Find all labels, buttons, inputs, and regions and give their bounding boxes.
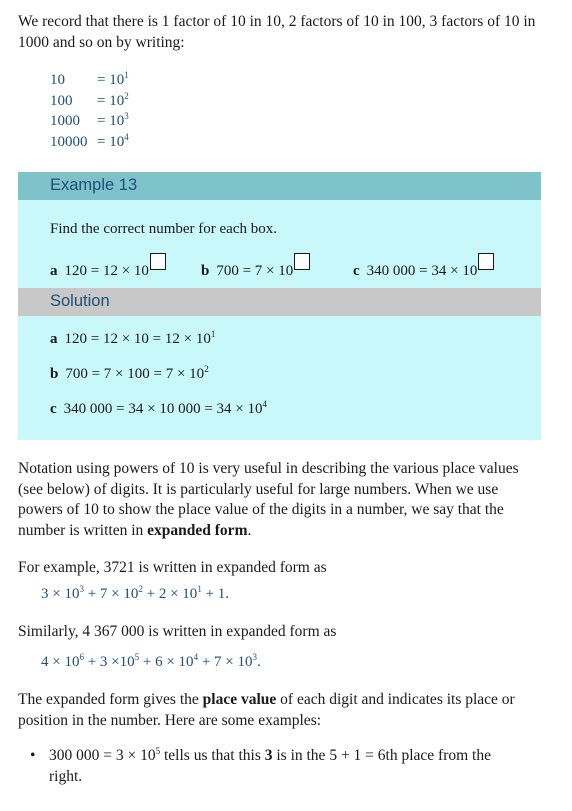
answer-box — [478, 253, 494, 270]
power-value: 1000 — [50, 113, 80, 129]
example1-expression: $3 \times 10^3 + 7 \times 10^2 + 2 \times 10^1 + 1$. — [41, 584, 230, 602]
example-body — [18, 200, 541, 288]
answer-box — [294, 253, 310, 270]
answer-box — [150, 253, 166, 270]
place-value-paragraph: The expanded form gives the place value of each digit and indicates its place or position in the number. Here are some examples: — [18, 691, 515, 729]
example-prompt: Find the correct number for each box. — [50, 221, 277, 237]
solution-item-a: a $120 = 12 \times 10 = 12 \times 10^1$ — [50, 329, 216, 347]
power-expression: = $10^1$ — [97, 70, 129, 88]
example2-expression: $4 \times 10^6 + 3 \times 10^5 + 6 \times 10^4 + 7 \times 10^3$. — [41, 652, 261, 670]
intro-paragraph — [18, 12, 538, 53]
power-value: 100 — [50, 92, 73, 109]
power-expression: = $10^3$ — [97, 111, 129, 129]
solution-header — [18, 288, 541, 316]
example2-text: Similarly, 4 367 000 is written in expanded form as — [18, 623, 337, 640]
power-expression: = $10^2$ — [97, 90, 129, 109]
example-item-c: c 340 000 = 34 × 10 — [353, 258, 494, 280]
powers-of-ten-list — [50, 70, 129, 152]
example-header — [18, 172, 541, 200]
powers-row — [50, 132, 129, 153]
solution-item-c: c 340 000 = 34 × 10 $000 = 34 \times 10^4$ — [50, 399, 268, 417]
powers-row — [50, 91, 129, 112]
example-item-b: b 700 = 7 × 10 — [201, 258, 310, 280]
list-item-text: 300 $000 = 3 \times 10^5$ tells us that this 3 is in the 5 + 1 = 6th place from the right. — [49, 746, 491, 785]
powers-row — [50, 111, 129, 132]
power-value: 10000 — [50, 133, 88, 150]
place-value-term: place value — [202, 691, 277, 708]
powers-row — [50, 70, 129, 91]
expanded-form-term: expanded form — [147, 521, 248, 539]
example-item-a: a 120 = 12 × 10 — [50, 258, 166, 280]
bullet-icon: • — [30, 747, 36, 764]
example-title: Example 13 — [50, 176, 138, 194]
solution-title: Solution — [50, 292, 110, 310]
solution-body — [18, 316, 541, 440]
power-expression: = $10^4$ — [97, 131, 129, 150]
power-value: 10 — [50, 72, 65, 88]
intro-text: We record that there is 1 factor of 10 in 10, 2 factors of 10 in 100, 3 factors of 10 in 1000 and so on by writing: — [18, 13, 536, 51]
example1-text: For example, 3721 is written in expanded form as — [18, 559, 327, 576]
solution-item-b: b $700 = 7 \times 100 = 7 \times 10^2$ — [50, 364, 209, 382]
notation-paragraph: Notation using powers of 10 is very useful in describing the various place values (see below) of digits. It is particularly useful for large numbers. When we use powers of 10 to show the place value of the digits in a number, we say that the number is written in expanded form. — [18, 460, 519, 539]
